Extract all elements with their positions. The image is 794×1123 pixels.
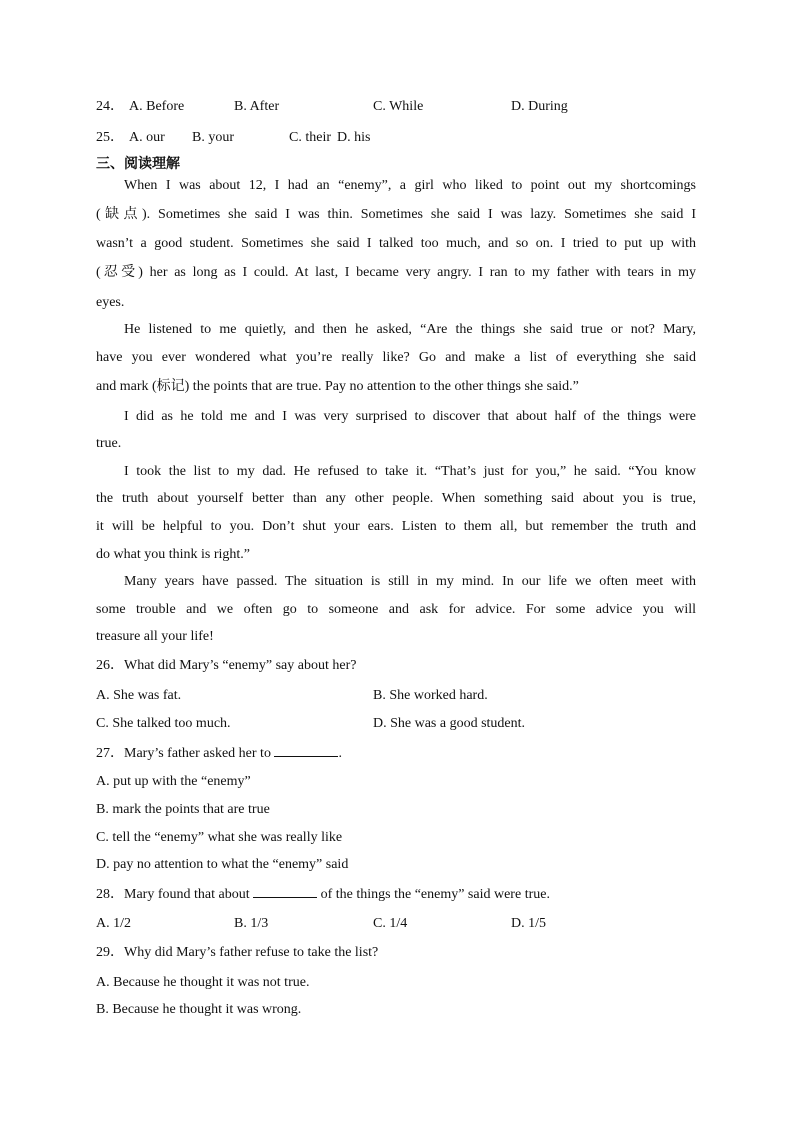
option-a: A. Before [129,99,185,114]
passage-line: some trouble and we often go to someone and ask for advice. For some advice you will [96,602,696,617]
option-d: D. During [511,99,568,114]
option-a: A. put up with the “enemy” [96,774,251,789]
option-a: A. She was fat. [96,688,182,703]
option-b: B. After [234,99,280,114]
passage-line: When I was about 12, I had an “enemy”, a girl who liked to point out my shortcomings [124,178,696,193]
passage-line: have you ever wondered what you’re really like? Go and make a list of everything she said [96,350,696,365]
question-stem-end: of the things the “enemy” said were true. [320,887,550,902]
question-stem: 26．What did Mary’s “enemy” say about her? [96,658,357,673]
passage-line: Many years have passed. The situation is still in my mind. In our life we often meet with [124,574,696,589]
option-a: A. Because he thought it was not true. [96,975,310,990]
question-stem: 29．Why did Mary’s father refuse to take the list? [96,945,379,960]
option-b: B. 1/3 [234,916,269,931]
answer-blank[interactable] [274,744,338,757]
option-b: B. mark the points that are true [96,802,270,817]
passage-line: do what you think is right.” [96,547,250,562]
passage-line: He listened to me quietly, and then he asked, “Are the things she said true or not? Mary, [124,322,696,337]
question-stem [96,885,550,904]
option-c: C. tell the “enemy” what she was really like [96,830,343,845]
passage-line: wasn’t a good student. Sometimes she said I talked too much, and so on. I tried to put up with [96,236,696,251]
option-a: A. our [129,130,165,145]
question-number: 25． [96,130,124,145]
passage-line: the truth about yourself better than any other people. When something said about you is true, [96,491,696,506]
question-number: 24． [96,99,124,114]
passage-line: I took the list to my dad. He refused to take it. “That’s just for you,” he said. “You know [124,464,696,479]
question-stem-text: 28．Mary found that about [96,887,250,902]
option-b: B. your [192,130,234,145]
passage-line: true. [96,436,122,451]
option-c: C. 1/4 [373,916,408,931]
question-stem [96,744,342,763]
passage-line: (缺点). Sometimes she said I was thin. Sometimes she said I was lazy. Sometimes she said I [96,207,696,222]
option-d: D. She was a good student. [373,716,526,731]
option-a: A. 1/2 [96,916,131,931]
option-d: D. pay no attention to what the “enemy” said [96,857,349,872]
section-heading: 三、阅读理解 [96,156,180,172]
question-stem-end: . [338,746,342,761]
option-c: C. She talked too much. [96,716,231,731]
option-d: D. his [337,130,371,145]
passage-line: I did as he told me and I was very surprised to discover that about half of the things were [124,409,696,424]
passage-line: treasure all your life! [96,629,214,644]
question-stem-text: 27．Mary’s father asked her to [96,746,271,761]
passage-line: eyes. [96,295,125,310]
passage-line: it will be helpful to you. Don’t shut your ears. Listen to them all, but remember the truth and [96,519,696,534]
passage-line: and mark (标记) the points that are true. Pay no attention to the other things she said.” [96,379,579,394]
passage-line: (忍受) her as long as I could. At last, I became very angry. I ran to my father with tears in my [96,265,696,280]
option-b: B. Because he thought it was wrong. [96,1002,302,1017]
option-c: C. While [373,99,424,114]
answer-blank[interactable] [253,885,317,898]
option-c: C. their [289,130,331,145]
option-d: D. 1/5 [511,916,546,931]
option-b: B. She worked hard. [373,688,488,703]
